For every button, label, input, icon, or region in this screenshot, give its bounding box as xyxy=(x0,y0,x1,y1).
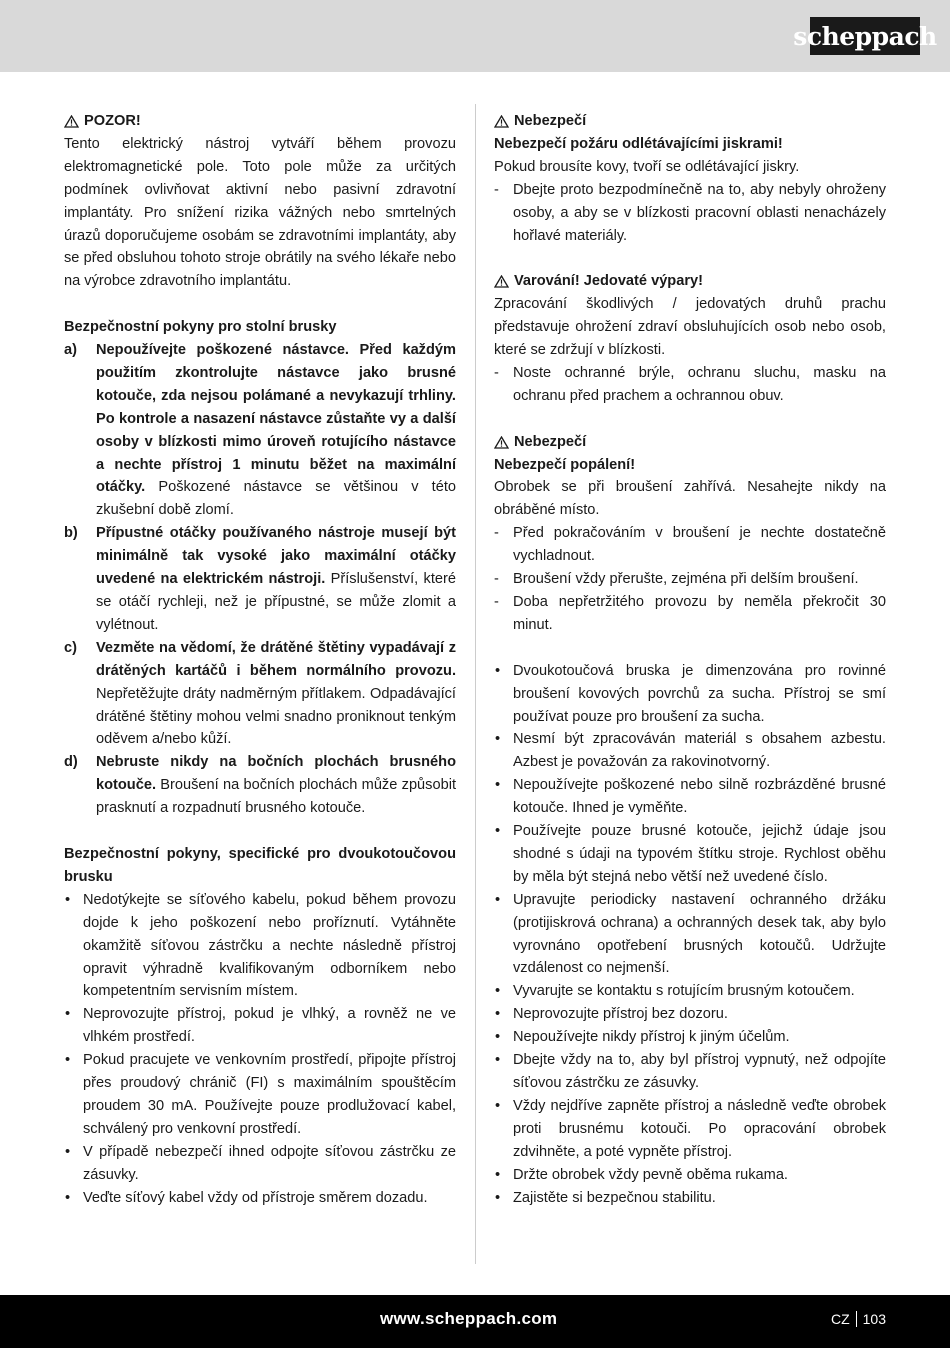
section1-item xyxy=(64,522,456,637)
safety-item xyxy=(494,980,886,1003)
bullet-icon: • xyxy=(65,1052,71,1069)
item-bold-text: Vezměte na vědomí, že drátěné štětiny vypadávají z drátěných kartáčů i během normálního provozu. xyxy=(96,639,456,679)
list-item-text: Nedotýkejte se síťového kabelu, pokud během provozu dojde k jeho poškození nebo proříznutí. Vytáhněte okamžitě síťovou zástrčku a nechte následně přístroj opravit výhradně kvalifikovaným odborníkem nebo kompetentním servisním místem. xyxy=(83,891,456,1000)
safety-item xyxy=(494,820,886,889)
warning2-item xyxy=(494,362,886,408)
pozor-heading xyxy=(64,110,456,133)
list-item-text: Neprovozujte přístroj, pokud je vlhký, a rovněž ne ve vlhkém prostředí. xyxy=(83,1006,456,1046)
item-text: Poškozené nástavce se většinou v této zkušební době zlomí. xyxy=(96,479,456,519)
bullet-icon: • xyxy=(495,891,501,908)
left-column xyxy=(64,110,456,1209)
warning3-subtitle: Nebezpečí popálení! xyxy=(494,456,636,473)
safety-item xyxy=(494,1003,886,1026)
list-item-text: Používejte pouze brusné kotouče, jejichž údaje jsou shodné s údaji na typovém štítku stroje. Rychlost oběhu by měla být stejná nebo větší než uvedené číslo. xyxy=(513,823,886,885)
list-item-text: Veďte síťový kabel vždy od přístroje směrem dozadu. xyxy=(83,1189,428,1206)
safety-item xyxy=(494,1187,886,1210)
section2-item xyxy=(64,1141,456,1187)
section1-item xyxy=(64,751,456,820)
item-text: Nepřetěžujte dráty nadměrným přítlakem. Odpadávající drátěné štětiny mohou velmi snadno proniknout tenkým oděvem a/nebo kůží. xyxy=(96,685,456,748)
item-label: c) xyxy=(64,639,77,656)
warning2-heading xyxy=(494,270,886,293)
warning3-heading xyxy=(494,431,886,454)
list-item-text: Dbejte vždy na to, aby byl přístroj vypnutý, než odpojíte síťovou zástrčku ze zásuvky. xyxy=(513,1052,886,1092)
warning-triangle-icon xyxy=(494,436,509,449)
item-label: d) xyxy=(64,754,78,771)
item-bold-text: Nepoužívejte poškozené nástavce. Před každým použitím zkontrolujte nástavce jako brusné kotouče, zda nejsou polámané a nevykazují trhliny. Po kontrole a nasazení nástavce zůstaňte vy a další osoby v blízkosti mimo úroveň rotujícího nástavce a nechte přístroj 1 minutu běžet na maximální otáčky. xyxy=(96,342,456,496)
right-column xyxy=(494,110,886,1209)
section2-item xyxy=(64,889,456,1004)
bullet-icon: • xyxy=(495,1189,501,1206)
safety-item xyxy=(494,774,886,820)
list-item-text: V případě nebezpečí ihned odpojte síťovou zástrčku ze zásuvky. xyxy=(83,1143,456,1183)
column-divider xyxy=(475,104,476,1264)
warning3-text: Obrobek se při broušení zahřívá. Nesahejte nikdy na obráběné místo. xyxy=(494,479,886,519)
list-item-text: Nepoužívejte poškozené nebo silně rozbrázděné brusné kotouče. Ihned je vyměňte. xyxy=(513,777,886,817)
page-num: 103 xyxy=(862,1311,886,1327)
section2-item xyxy=(64,1049,456,1141)
warning1-item xyxy=(494,179,886,248)
list-item-text: Držte obrobek vždy pevně oběma rukama. xyxy=(513,1166,788,1183)
safety-item xyxy=(494,1095,886,1164)
warning2-text: Zpracování škodlivých / jedovatých druhů prachu představuje ohrožení zdraví obsluhujících osob nebo osob, které se zdržují v blízkosti. xyxy=(494,296,886,359)
section1-item xyxy=(64,339,456,522)
bullet-icon: • xyxy=(495,731,501,748)
list-item-text: Dvoukotoučová bruska je dimenzována pro rovinné broušení kovových povrchů za sucha. Přístroj se smí používat pouze pro broušení za sucha. xyxy=(513,662,886,725)
warning3-title: Nebezpečí xyxy=(514,433,587,450)
scheppach-logo: scheppach xyxy=(810,17,920,55)
page-number xyxy=(831,1311,886,1327)
warning1-heading xyxy=(494,110,886,133)
general-safety-list xyxy=(494,660,886,1210)
warning1-subtitle: Nebezpečí požáru odlétávajícími jiskrami! xyxy=(494,135,783,152)
list-item-text: Pokud pracujete ve venkovním prostředí, připojte přístroj přes proudový chránič (FI) s maximálním spouštěcím proudem 30 mA. Používejte pouze prodlužovací kabel, schválený pro venkovní prostředí. xyxy=(83,1052,456,1137)
section2-item xyxy=(64,1003,456,1049)
section2-item xyxy=(64,1187,456,1210)
section2-list xyxy=(64,889,456,1210)
warning-triangle-icon xyxy=(64,115,79,128)
language-code: CZ xyxy=(830,1311,850,1327)
warning3-item xyxy=(494,568,886,591)
list-item-text: Vyvarujte se kontaktu s rotujícím brusným kotoučem. xyxy=(513,983,855,1000)
header-bar xyxy=(0,0,950,72)
warning1-list xyxy=(494,179,886,248)
dash-icon: - xyxy=(494,525,499,542)
bullet-icon: • xyxy=(65,1189,71,1206)
bullet-icon: • xyxy=(495,1097,501,1114)
bullet-icon: • xyxy=(495,662,501,679)
section1-item xyxy=(64,637,456,752)
safety-item xyxy=(494,660,886,729)
bullet-icon: • xyxy=(495,777,501,794)
item-label: b) xyxy=(64,525,78,542)
website-link[interactable]: www.scheppach.com xyxy=(380,1309,558,1328)
safety-item xyxy=(494,1026,886,1049)
bullet-icon: • xyxy=(495,983,501,1000)
safety-item xyxy=(494,1164,886,1187)
warning1-text: Pokud brousíte kovy, tvoří se odlétávající jiskry. xyxy=(494,158,800,175)
dash-icon: - xyxy=(494,594,499,610)
list-item-text: Doba nepřetržitého provozu by neměla překročit 30 minut. xyxy=(513,594,886,633)
safety-item xyxy=(494,728,886,774)
item-bold-text: Přípustné otáčky používaného nástroje musejí být minimálně tak vysoké jako maximální otáčky uvedené na elektrickém nástroji. xyxy=(96,525,456,588)
list-item-text: Zajistěte si bezpečnou stabilitu. xyxy=(513,1189,716,1206)
item-label: a) xyxy=(64,342,77,359)
bullet-icon: • xyxy=(495,823,501,840)
list-item-text: Před pokračováním v broušení je nechte dostatečně vychladnout. xyxy=(513,525,886,565)
pozor-text: Tento elektrický nástroj vytváří během provozu elektromagnetické pole. Toto pole může za určitých podmínek ovlivňovat aktivní nebo pasivní zdravotní implantáty. Pro snížení rizika vážných nebo smrtelných úrazů doporučujeme osobám se zdravotními implantáty, aby se před obsluhou tohoto stroje obrátily na svého lékaře nebo na výrobce zdravotního implantátu. xyxy=(64,135,456,290)
list-item-text: Noste ochranné brýle, ochranu sluchu, masku na ochranu před prachem a ochrannou obuv. xyxy=(513,364,886,404)
item-text: Broušení na bočních plochách může způsobit prasknutí a rozpadnutí brusného kotouče. xyxy=(96,777,456,817)
bullet-icon: • xyxy=(495,1006,501,1023)
list-item-text: Nesmí být zpracováván materiál s obsahem azbestu. Azbest je považován za rakovinotvorný. xyxy=(513,731,886,771)
page-separator xyxy=(856,1311,857,1327)
list-item-text: Vždy nejdříve zapněte přístroj a následně veďte obrobek proti brusnému kotouči. Po opracování obrobek zdvihněte, a poté vypněte přístroj. xyxy=(513,1097,886,1160)
warning-triangle-icon xyxy=(494,115,509,128)
warning3-item xyxy=(494,591,886,637)
bullet-icon: • xyxy=(495,1052,501,1069)
list-item-text: Nepoužívejte nikdy přístroj k jiným účelům. xyxy=(513,1029,790,1046)
bullet-icon: • xyxy=(495,1166,501,1183)
list-item-text: Neprovozujte přístroj bez dozoru. xyxy=(513,1006,728,1023)
dash-icon: - xyxy=(494,364,499,381)
warning-triangle-icon xyxy=(494,275,509,288)
warning1-title: Nebezpečí xyxy=(514,113,587,129)
bullet-icon: • xyxy=(65,891,71,908)
safety-item xyxy=(494,1049,886,1095)
item-bold-text: Nebruste nikdy na bočních plochách brusného kotouče. xyxy=(96,754,456,794)
safety-item xyxy=(494,889,886,981)
warning3-item xyxy=(494,522,886,568)
list-item-text: Broušení vždy přerušte, zejména při delším broušení. xyxy=(513,571,859,588)
item-text: Příslušenství, které se otáčí rychleji, než je přípustné, se může zlomit a vylétnout. xyxy=(96,571,456,633)
warning2-title: Varování! Jedovaté výpary! xyxy=(514,273,703,290)
dash-icon: - xyxy=(494,571,499,588)
warning3-list xyxy=(494,522,886,637)
bullet-icon: • xyxy=(65,1143,71,1160)
bullet-icon: • xyxy=(495,1029,501,1046)
footer-bar xyxy=(0,1295,950,1348)
list-item-text: Upravujte periodicky nastavení ochranného držáku (protijiskrová ochrana) a ochranných desek tak, aby bylo vyrovnáno opotřebení brusných kotoučů. Udržujte vzdálenost co nejmenší. xyxy=(513,891,886,977)
section1-list xyxy=(64,339,456,820)
dash-icon: - xyxy=(494,181,499,198)
pozor-title: POZOR! xyxy=(84,113,141,129)
list-item-text: Dbejte proto bezpodmínečně na to, aby nebyly ohroženy osoby, a aby se v blízkosti pracovní oblasti nenacházely hořlavé materiály. xyxy=(513,181,886,244)
section1-title: Bezpečnostní pokyny pro stolní brusky xyxy=(64,319,337,336)
warning2-list xyxy=(494,362,886,408)
bullet-icon: • xyxy=(65,1006,71,1023)
section2-title: Bezpečnostní pokyny, specifické pro dvoukotoučovou brusku xyxy=(64,845,456,885)
